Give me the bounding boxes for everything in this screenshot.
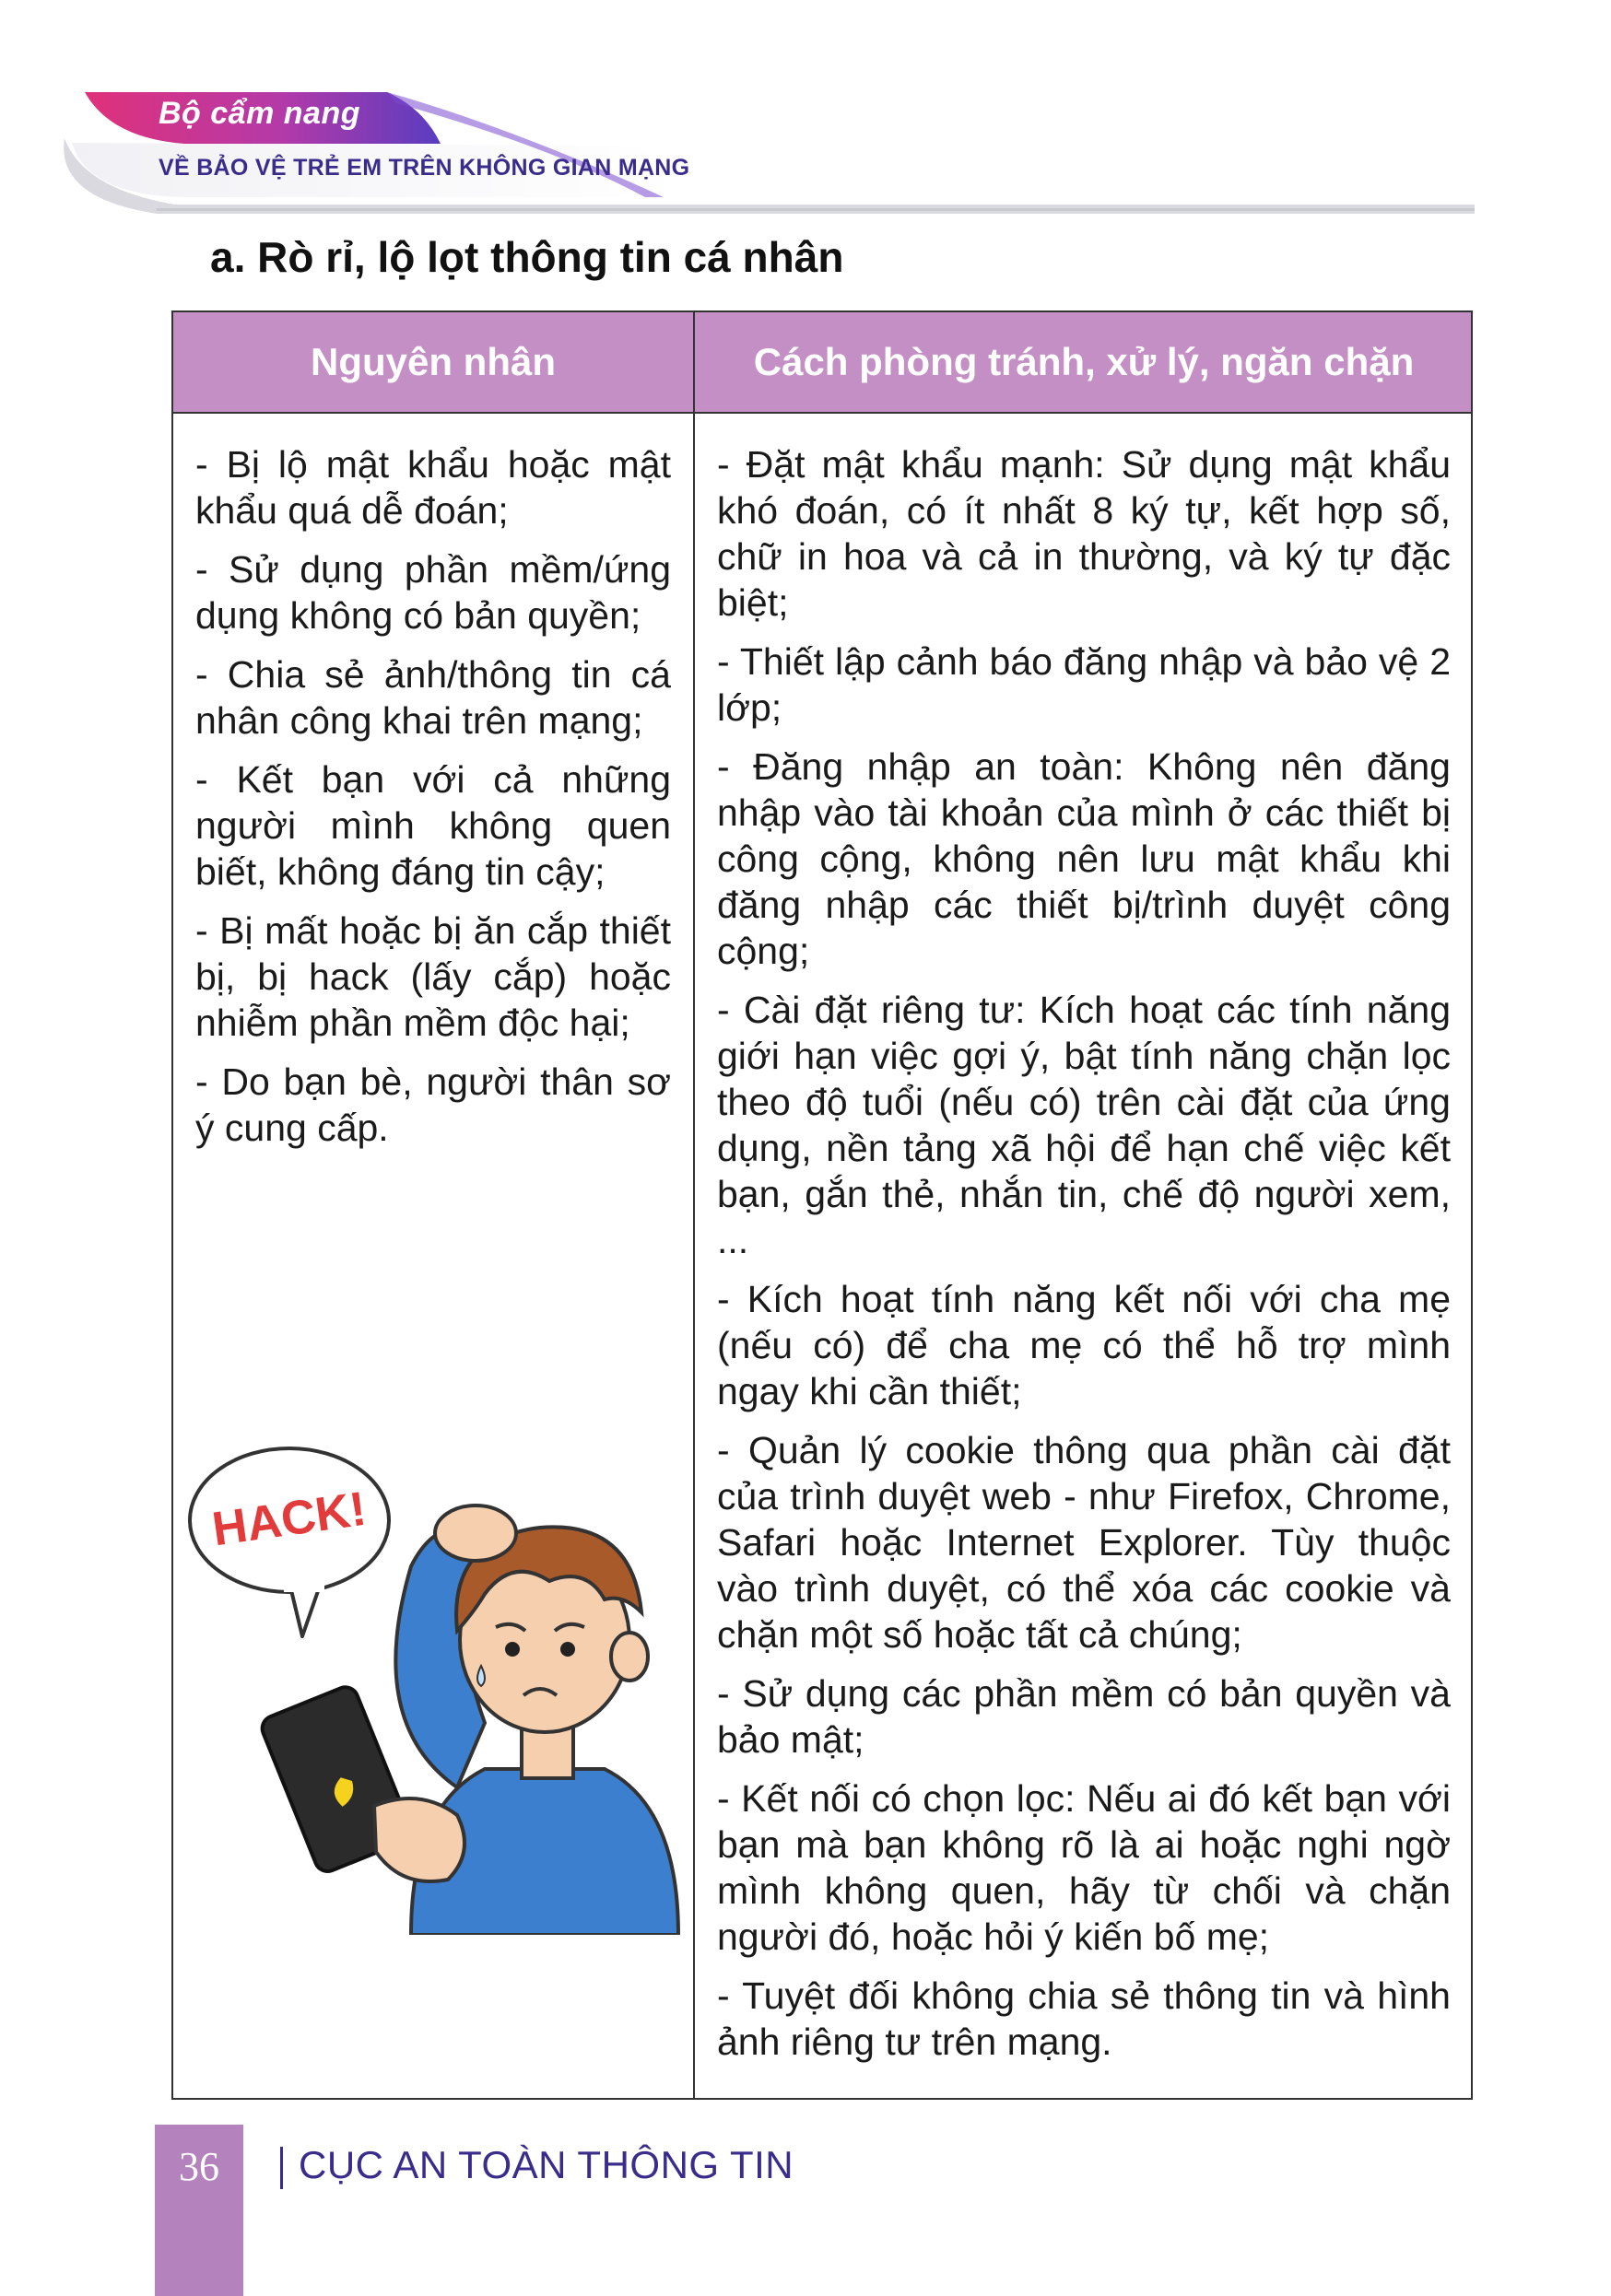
cause-item: - Bị lộ mật khẩu hoặc mật khẩu quá dễ đoán;	[195, 443, 671, 532]
banner-title: Bộ cẩm nang	[159, 96, 360, 131]
cause-item: - Bị mất hoặc bị ăn cắp thiết bị, bị hack (lấy cắp) hoặc nhiễm phần mềm độc hại;	[195, 909, 671, 1044]
prevention-item: - Sử dụng các phần mềm có bản quyền và bảo mật;	[717, 1672, 1451, 1761]
section-heading: a. Rò rỉ, lộ lọt thông tin cá nhân	[210, 233, 844, 281]
bubble-text: HACK!	[208, 1482, 370, 1557]
header-preventions: Cách phòng tránh, xử lý, ngăn chặn	[753, 340, 1415, 383]
footer-organization: CỤC AN TOÀN THÔNG TIN	[299, 2143, 794, 2186]
prevention-item: - Thiết lập cảnh báo đăng nhập và bảo vệ 2 lớp;	[717, 640, 1451, 729]
header-banner	[0, 0, 1611, 240]
footer-separator	[280, 2147, 283, 2189]
cause-item: - Kết bạn với cả những người mình không quen biết, không đáng tin cậy;	[195, 758, 671, 893]
cause-item: - Chia sẻ ảnh/thông tin cá nhân công khai trên mạng;	[195, 653, 671, 742]
prevention-item: - Quản lý cookie thông qua phần cài đặt của trình duyệt web - như Firefox, Chrome, Safari hoặc Internet Explorer. Tùy thuộc vào trình duyệt, có thể xóa các cookie và chặn một số hoặc tất cả chúng;	[717, 1429, 1451, 1656]
causes-column	[195, 441, 671, 1164]
worried-boy-illustration	[181, 1419, 697, 1935]
prevention-item: - Đăng nhập an toàn: Không nên đăng nhập vào tài khoản của mình ở các thiết bị công cộng, không nên lưu mật khẩu khi đăng nhập các thiết bị/trình duyệt công cộng;	[717, 745, 1451, 972]
speech-bubble	[190, 1448, 389, 1636]
cause-item: - Sử dụng phần mềm/ứng dụng không có bản quyền;	[195, 548, 671, 637]
table-header-row	[173, 312, 1471, 414]
header-causes: Nguyên nhân	[310, 340, 556, 383]
preventions-column	[717, 441, 1451, 2078]
prevention-item: - Đặt mật khẩu mạnh: Sử dụng mật khẩu khó đoán, có ít nhất 8 ký tự, kết hợp số, chữ in hoa và cả in thường, và ký tự đặc biệt;	[717, 443, 1451, 624]
cause-item: - Do bạn bè, người thân sơ ý cung cấp.	[195, 1060, 671, 1149]
prevention-item: - Cài đặt riêng tư: Kích hoạt các tính năng giới hạn việc gợi ý, bật tính năng chặn lọc theo độ tuổi (nếu có) trên cài đặt của ứng dụng, nền tảng xã hội để hạn chế việc kết bạn, gắn thẻ, nhắn tin, chế độ người xem, ...	[717, 989, 1451, 1261]
prevention-item: - Kết nối có chọn lọc: Nếu ai đó kết bạn với bạn mà bạn không rõ là ai hoặc nghi ngờ mình không quen, hãy từ chối và chặn người đó, hoặc hỏi ý kiến bố mẹ;	[717, 1777, 1451, 1958]
page-number: 36	[179, 2144, 219, 2189]
prevention-item: - Tuyệt đối không chia sẻ thông tin và hình ảnh riêng tư trên mạng.	[717, 1974, 1451, 2063]
prevention-item: - Kích hoạt tính năng kết nối với cha mẹ (nếu có) để cha mẹ có thể hỗ trợ mình ngay khi cần thiết;	[717, 1278, 1451, 1412]
banner-subtitle: VỀ BẢO VỆ TRẺ EM TRÊN KHÔNG GIAN MẠNG	[159, 155, 690, 181]
